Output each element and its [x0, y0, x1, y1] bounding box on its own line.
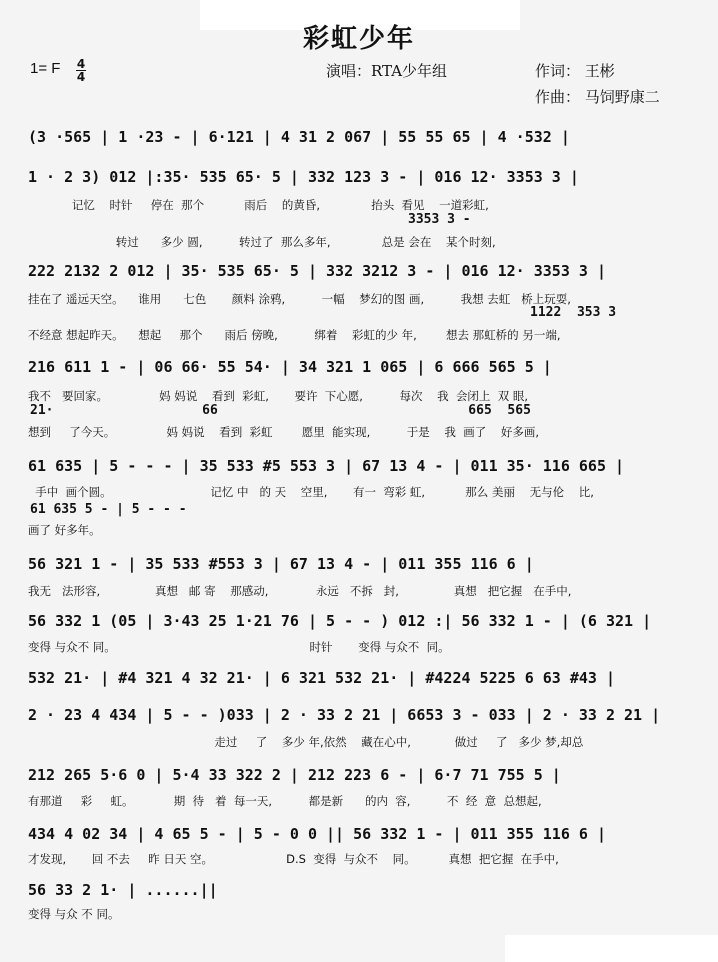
lyric-line: 有那道 彩 虹。 期 待 着 每一天, 都是新 的内 容, 不 经 意 总想起, — [28, 794, 542, 808]
time-signature — [76, 58, 86, 83]
alt-notation: 1122 353 3 — [530, 305, 617, 320]
lyric-line: 变得 与众 不 同。 — [28, 907, 120, 921]
alt-notation: 61 635 5 - | 5 - - - — [30, 502, 187, 517]
key-signature: 1= F — [30, 60, 61, 77]
time-sig-top: 4 — [76, 57, 86, 71]
lyric-line: 我不 要回家。 妈 妈说 看到 彩虹, 要许 下心愿, 每次 我 会闭上 双 眼, — [28, 389, 529, 403]
alt-notation: 3353 3 - — [408, 212, 471, 227]
notation-row: 1 · 2 3) 012 |:35· 535 65· 5 | 332 123 3 - | 016 12· 3353 3 | — [28, 168, 579, 186]
scan-blank — [505, 935, 718, 962]
lyric-line: 想到 了今天。 妈 妈说 看到 彩虹 愿里 能实现, 于是 我 画了 好多画, — [28, 425, 540, 439]
lyric-line: 我无 法形容, 真想 邮 寄 那感动, 永远 不拆 封, 真想 把它握 在手中, — [28, 584, 572, 598]
lyric-line: 变得 与众不 同。 时针 变得 与众不 同。 — [28, 640, 450, 654]
notation-row: 434 4 02 34 | 4 65 5 - | 5 - 0 0 || 56 332 1 - | 011 355 116 6 | — [28, 825, 606, 843]
lyric-line: 画了 好多年。 — [28, 523, 101, 537]
notation-row: 532 21· | #4 321 4 32 21· | 6 321 532 21· | #4224 5225 6 63 #43 | — [28, 669, 615, 687]
lyric-line: 转过 多少 圆, 转过了 那么多年, 总是 会在 某个时刻, — [28, 235, 496, 249]
lyric-line: 记忆 时针 停在 那个 雨后 的黄昏, 抬头 看见 一道彩虹, — [28, 198, 489, 212]
notation-row: 212 265 5·6 0 | 5·4 33 322 2 | 212 223 6 - | 6·7 71 755 5 | — [28, 766, 561, 784]
notation-row: 61 635 | 5 - - - | 35 533 #5 553 3 | 67 13 4 - | 011 35· 116 665 | — [28, 457, 625, 475]
notation-row: 56 332 1 (05 | 3·43 25 1·21 76 | 5 - - ) 012 :| 56 332 1 - | (6 321 | — [28, 612, 652, 630]
notation-row: (3 ·565 | 1 ·23 - | 6·121 | 4 31 2 067 | 55 55 65 | 4 ·532 | — [28, 128, 570, 146]
notation-row: 56 33 2 1· | ......|| — [28, 881, 218, 899]
notation-row: 56 321 1 - | 35 533 #553 3 | 67 13 4 - | 011 355 116 6 | — [28, 555, 534, 573]
time-sig-bottom: 4 — [76, 70, 86, 84]
notation-row: 216 611 1 - | 06 66· 55 54· | 34 321 1 065 | 6 666 565 5 | — [28, 358, 552, 376]
lyric-line: 手中 画个圆。 记忆 中 的 天 空里, 有一 弯彩 虹, 那么 美丽 无与伦 比, — [28, 485, 594, 499]
notation-row: 222 2132 2 012 | 35· 535 65· 5 | 332 3212 3 - | 016 12· 3353 3 | — [28, 262, 606, 280]
lyric-line: 走过 了 多少 年,依然 藏在心中, 做过 了 多少 梦,却总 — [28, 735, 584, 749]
notation-row: 2 · 23 4 434 | 5 - - )033 | 2 · 33 2 21 | 6653 3 - 033 | 2 · 33 2 21 | — [28, 706, 661, 724]
composer-credit: 作曲： 马饲野康二 — [535, 88, 660, 106]
song-title: 彩虹少年 — [302, 24, 415, 54]
lyricist-credit: 作词： 王彬 — [535, 62, 615, 80]
alt-notation: 21· 66 665 565 — [30, 403, 531, 418]
lyric-line: 才发现, 回 不去 昨 日天 空。 D.S 变得 与众不 同。 真想 把它握 在手中, — [28, 852, 559, 866]
lyric-line: 挂在了 遥远天空。 谁用 七色 颜料 涂鸦, 一幅 梦幻的图 画, 我想 去虹 桥上玩耍, — [28, 292, 571, 306]
singer-credit: 演唱：RTA少年组 — [326, 62, 448, 80]
lyric-line: 不经意 想起昨天。 想起 那个 雨后 傍晚, 绑着 彩虹的少 年, 想去 那虹桥的 另一端, — [28, 328, 561, 342]
